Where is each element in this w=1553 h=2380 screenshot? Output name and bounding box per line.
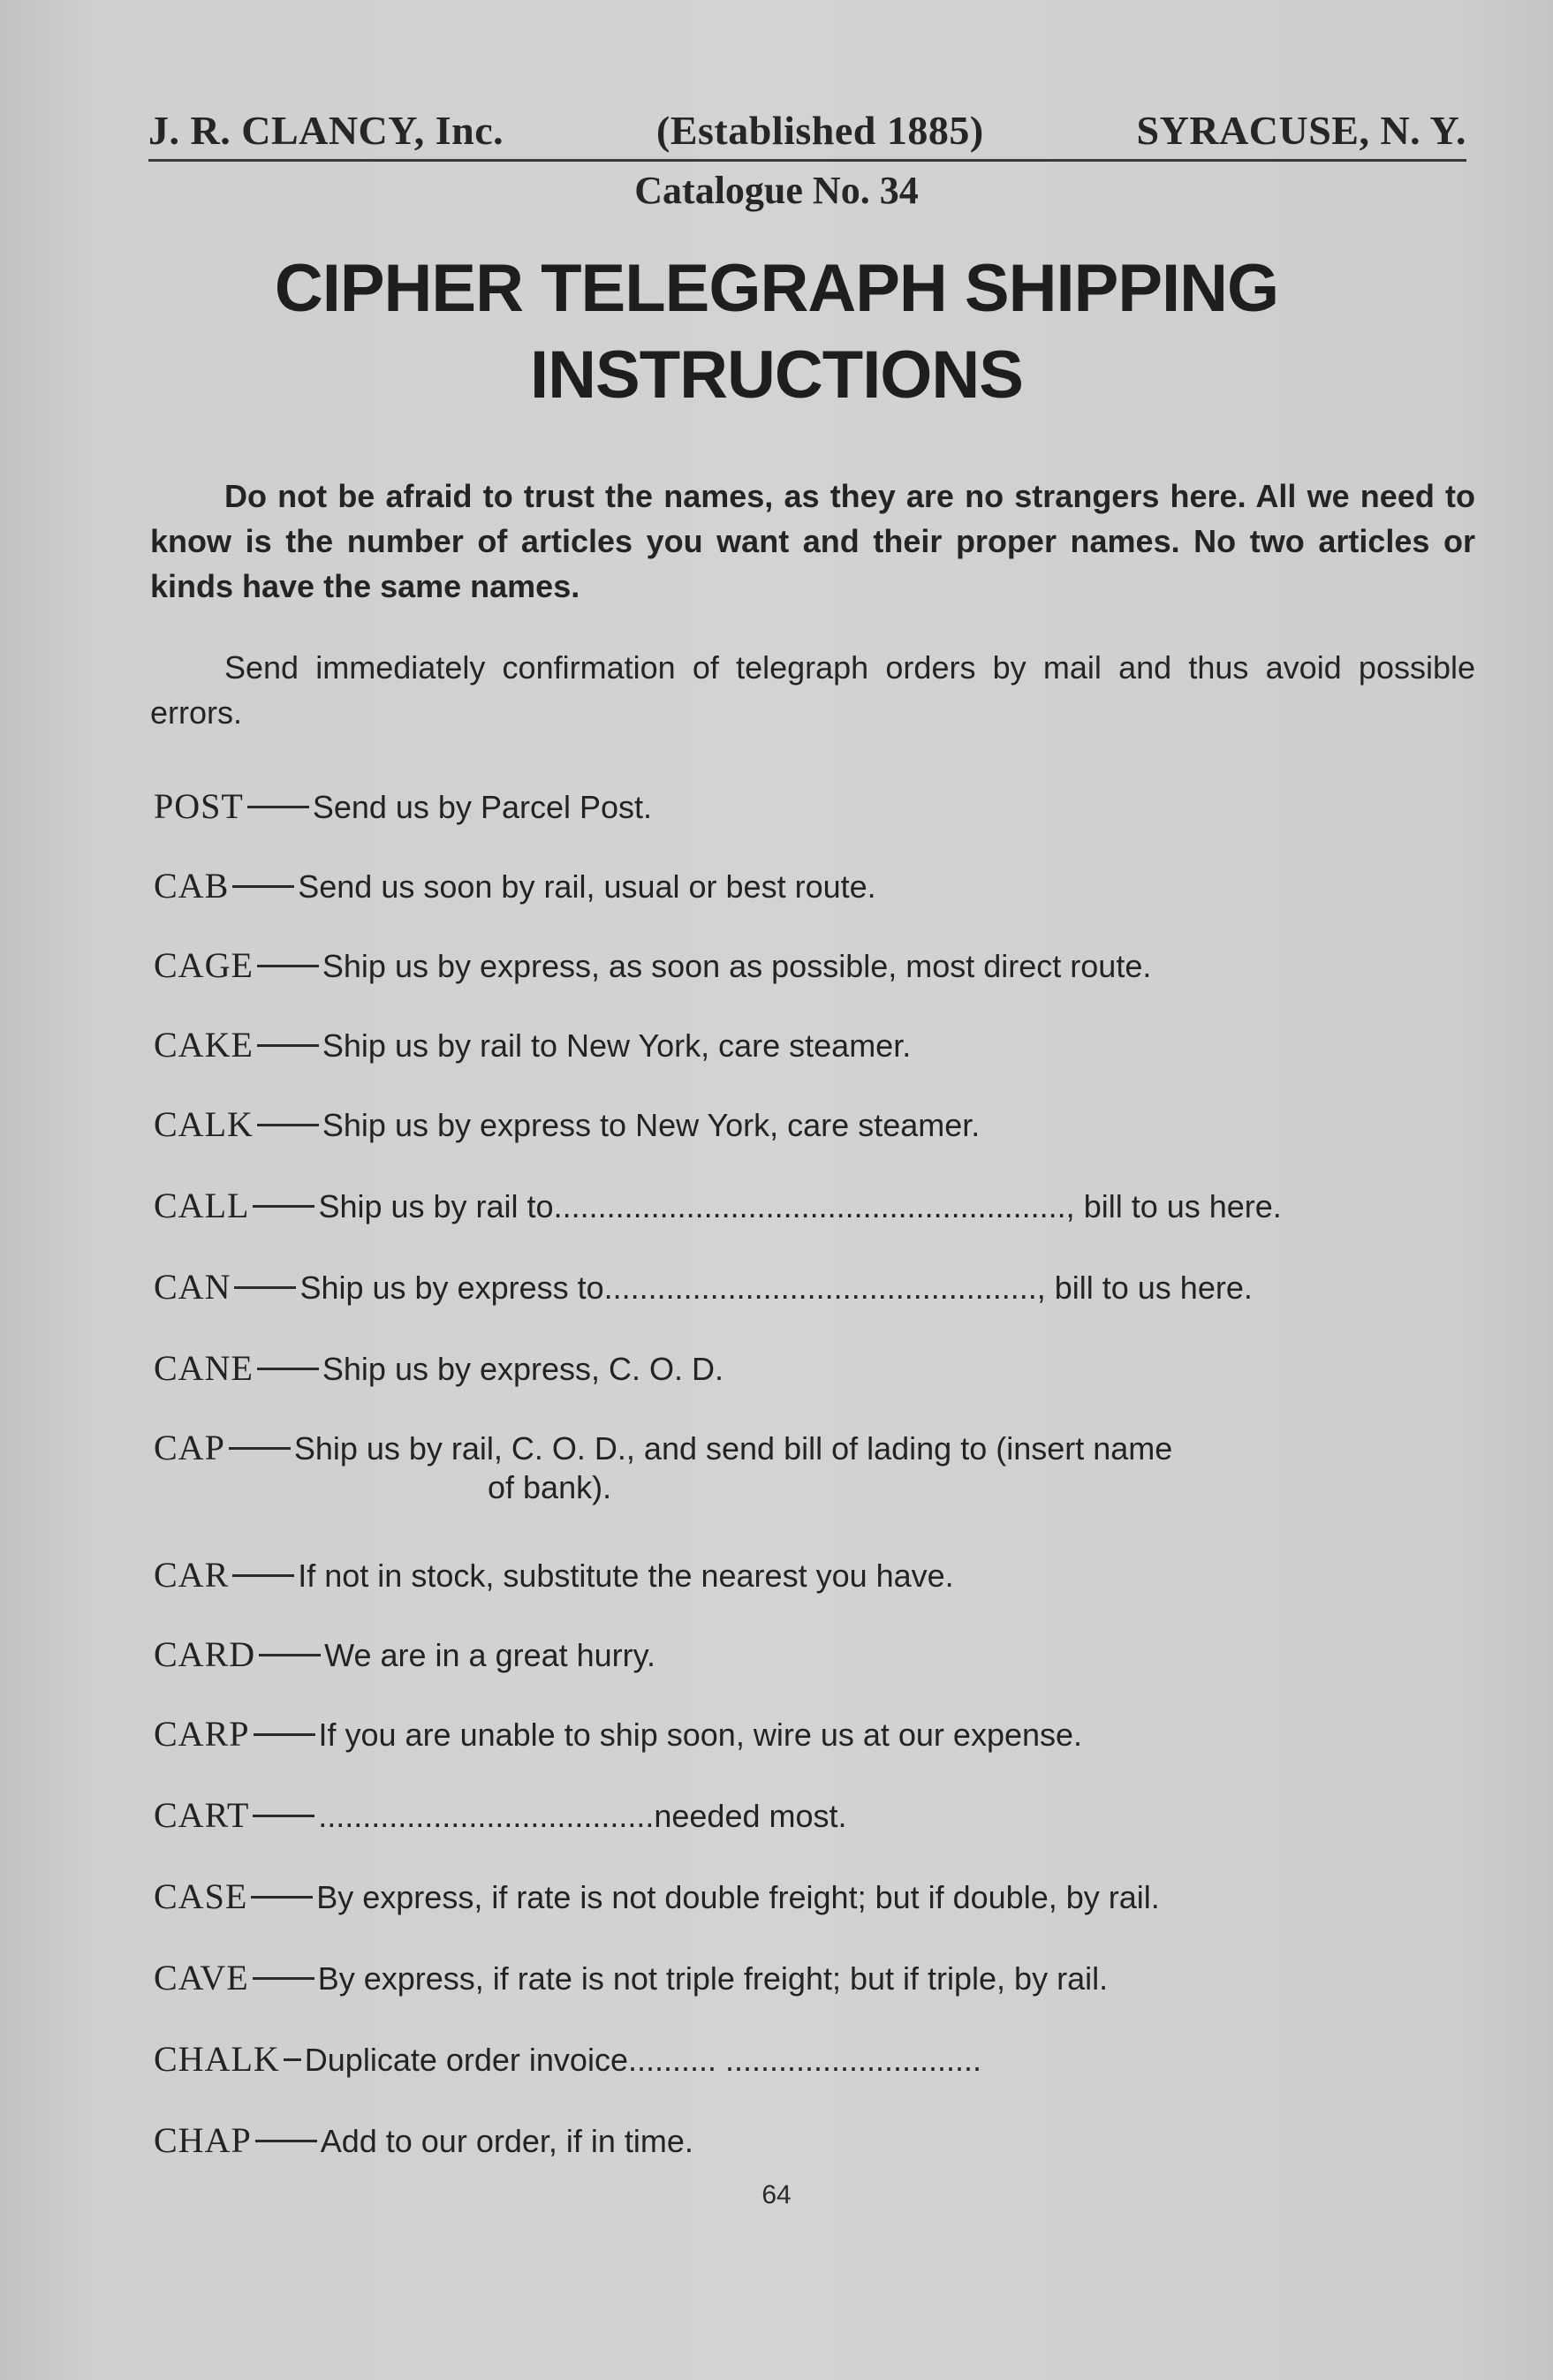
code-row-cart [154, 1793, 1479, 1838]
code-meaning: By express, if rate is not triple freight; but if triple, by rail. [317, 1960, 1109, 1997]
code-word: POST [154, 786, 244, 826]
dash-separator [257, 1124, 319, 1126]
code-word: CASE [154, 1876, 248, 1916]
page-number: 64 [761, 2180, 792, 2209]
code-row-cake [154, 1023, 1479, 1068]
code-meaning: We are in a great hurry. [324, 1637, 655, 1673]
code-word: CAVE [154, 1958, 249, 1997]
code-row-post [154, 784, 1479, 830]
dash-separator [253, 1815, 314, 1817]
page-title [0, 246, 1553, 419]
code-meaning: Ship us by express to New York, care steamer. [322, 1107, 981, 1143]
code-row-cave [154, 1956, 1479, 2001]
dash-separator [259, 1654, 321, 1656]
code-meaning: If you are unable to ship soon, wire us at our expense. [318, 1717, 1083, 1753]
code-row-card [154, 1633, 1479, 1678]
code-row-can [154, 1265, 1479, 1310]
code-meaning: If not in stock, substitute the nearest you have. [298, 1558, 954, 1594]
code-meaning: Ship us by rail to.........................................................., bill to us here. [318, 1188, 1282, 1224]
catalogue-number: Catalogue No. 34 [634, 169, 919, 212]
company-location: SYRACUSE, N. Y. [1136, 108, 1466, 153]
code-meaning: Ship us by express, C. O. D. [322, 1351, 724, 1387]
code-word: CAGE [154, 945, 254, 985]
title-line-1: CIPHER TELEGRAPH SHIPPING [274, 251, 1279, 326]
intro-paragraph-2: Send immediately confirmation of telegraph orders by mail and thus avoid possible errors. [150, 649, 1475, 731]
dash-separator [257, 965, 319, 967]
code-meaning-continuation: of bank). [488, 1469, 612, 1505]
code-row-chap [154, 2119, 1479, 2164]
header-rule [148, 159, 1466, 162]
intro-paragraph-1: Do not be afraid to trust the names, as they are no strangers here. All we need to know is the number of articles you want and their proper names. No two articles or kinds have the same names. [150, 478, 1475, 604]
code-meaning: Ship us by express, as soon as possible, most direct route. [322, 948, 1152, 984]
code-word: CALK [154, 1104, 254, 1144]
dash-separator [284, 2058, 301, 2061]
code-meaning: Send us soon by rail, usual or best route. [298, 868, 876, 905]
dash-separator [257, 1368, 319, 1370]
code-row-calk [154, 1103, 1479, 1148]
code-word: CART [154, 1795, 250, 1835]
code-row-car [154, 1553, 1479, 1598]
code-meaning: Ship us by rail to New York, care steamer. [322, 1027, 912, 1064]
established-note: (Established 1885) [656, 108, 984, 153]
code-meaning: Ship us by express to................................................., bill to us here. [299, 1270, 1253, 1306]
dash-separator [251, 1896, 313, 1899]
code-meaning: Ship us by rail, C. O. D., and send bill of lading to (insert name [293, 1430, 1173, 1467]
code-row-cab [154, 864, 1479, 909]
code-meaning: ......................................needed most. [318, 1798, 847, 1834]
code-word: CARP [154, 1714, 250, 1754]
code-row-cage [154, 944, 1479, 989]
code-word: CAB [154, 866, 230, 906]
code-row-case [154, 1875, 1479, 1920]
code-row-cane [154, 1346, 1479, 1391]
dash-separator [247, 806, 309, 808]
code-word: CALL [154, 1186, 250, 1225]
code-word: CAR [154, 1555, 230, 1595]
dash-separator [232, 1574, 294, 1577]
code-word: CAKE [154, 1025, 254, 1065]
code-meaning: By express, if rate is not double freight; but if double, by rail. [316, 1879, 1160, 1915]
code-word: CAP [154, 1428, 225, 1467]
code-meaning: Duplicate order invoice.......... ............................. [304, 2042, 982, 2078]
code-row-call [154, 1184, 1479, 1229]
dash-separator [253, 1205, 314, 1208]
code-row-cap [154, 1426, 1479, 1510]
code-meaning: Add to our order, if in time. [320, 2123, 693, 2159]
title-line-2: INSTRUCTIONS [530, 337, 1023, 413]
company-name: J. R. CLANCY, Inc. [148, 108, 504, 153]
dash-separator [257, 1044, 319, 1047]
dash-separator [234, 1286, 296, 1289]
code-word: CANE [154, 1348, 254, 1388]
page-header [148, 99, 1466, 154]
dash-separator [253, 1977, 314, 1980]
dash-separator [255, 2140, 317, 2142]
code-row-chalk [154, 2037, 1479, 2082]
dash-separator [229, 1447, 291, 1450]
code-word: CARD [154, 1634, 256, 1674]
code-meaning: Send us by Parcel Post. [312, 789, 653, 825]
dash-separator [232, 885, 294, 888]
code-row-carp [154, 1712, 1479, 1757]
dash-separator [254, 1733, 315, 1736]
code-word: CHAP [154, 2120, 252, 2160]
code-word: CHALK [154, 2039, 280, 2079]
code-word: CAN [154, 1267, 231, 1307]
